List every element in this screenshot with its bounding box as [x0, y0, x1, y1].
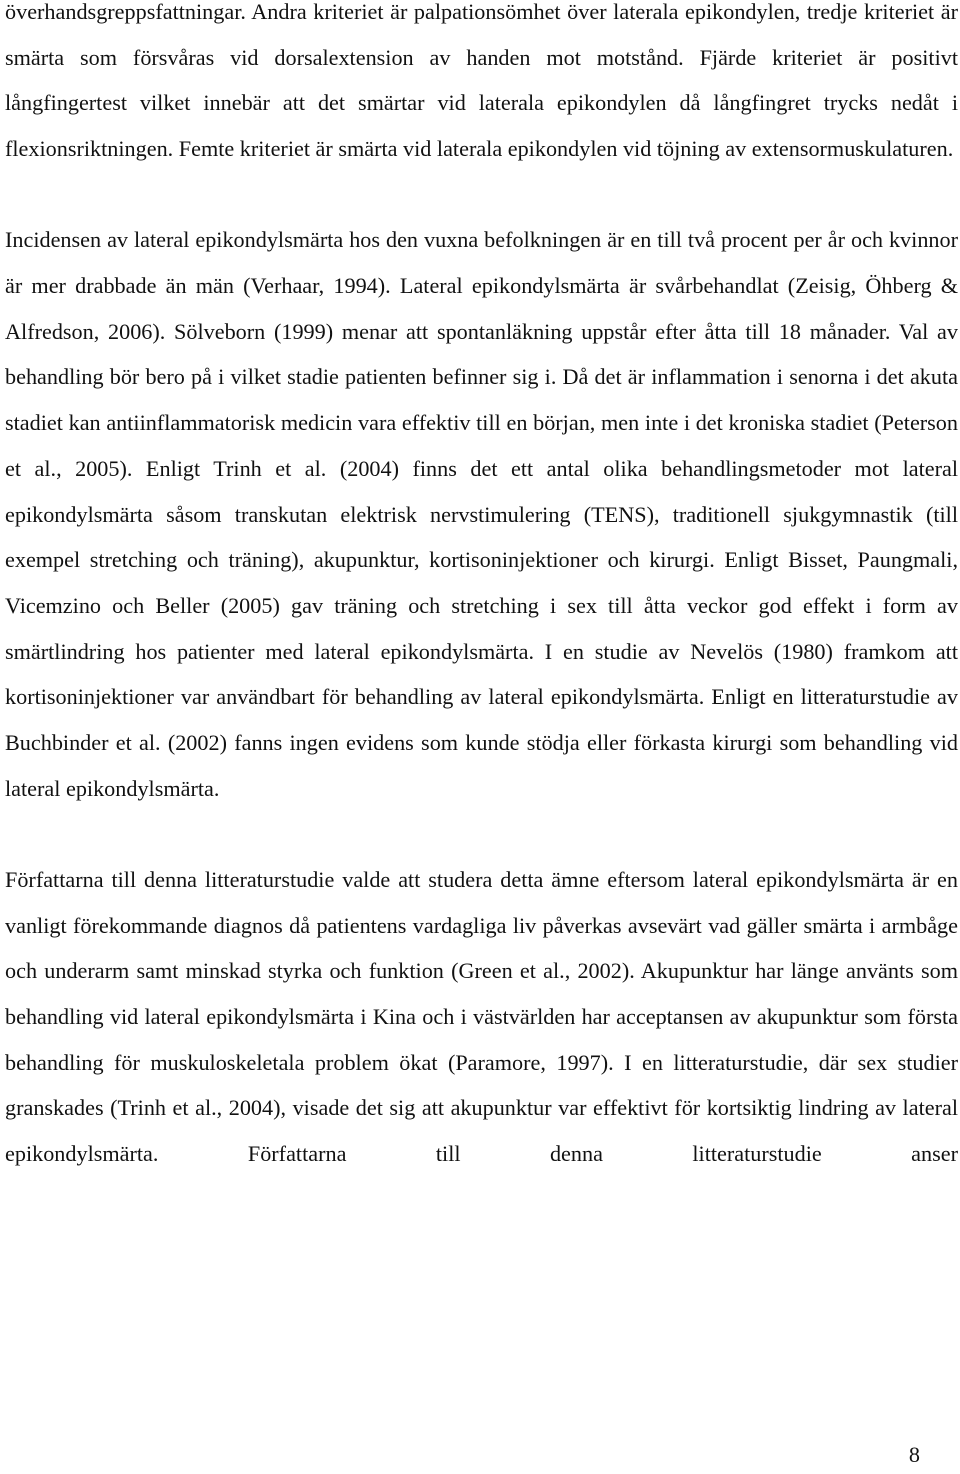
- page-number: 8: [908, 1442, 920, 1467]
- document-page: [5, 0, 958, 1177]
- paragraph-authors: Författarna till denna litteraturstudie valde att studera detta ämne eftersom lateral epikondylsmärta är en vanligt förekommande diagnos då patientens vardagliga liv påverkas avsevärt vad gäller smärta i armbåge och underarm samt minskad styrka och funktion (Green et al., 2002). Akupunktur har länge använts som behandling vid lateral epikondylsmärta i Kina och i västvärlden har acceptansen av akupunktur som första behandling för muskuloskeletala problem ökat (Paramore, 1997). I en litteraturstudie, där sex studier granskades (Trinh et al., 2004), visade det sig att akupunktur var effektivt för kortsiktig lindring av lateral epikondylsmärta. Författarna till denna litteraturstudie anser: [5, 866, 958, 1167]
- paragraph-criteria: överhandsgreppsfattningar. Andra kriteriet är palpationsömhet över laterala epikondylen, tredje kriteriet är smärta som försvåras vid dorsalextension av handen mot motstånd. Fjärde kriteriet är positivt långfingertest vilket innebär att det smärtar vid laterala epikondylen då långfingret trycks nedåt i flexionsriktningen. Femte kriteriet är smärta vid laterala epikondylen vid töjning av extensormuskulaturen.: [5, 0, 958, 162]
- paragraph-incidence: Incidensen av lateral epikondylsmärta hos den vuxna befolkningen är en till två procent per år och kvinnor är mer drabbade än män (Verhaar, 1994). Lateral epikondylsmärta är svårbehandlat (Zeisig, Öhberg & Alfredson, 2006). Sölveborn (1999) menar att spontanläkning uppstår efter åtta till 18 månader. Val av behandling bör bero på i vilket stadie patienten befinner sig i. Då det är inflammation i senorna i det akuta stadiet kan antiinflammatorisk medicin vara effektiv till en början, men inte i det kroniska stadiet (Peterson et al., 2005). Enligt Trinh et al. (2004) finns det ett antal olika behandlingsmetoder mot lateral epikondylsmärta såsom transkutan elektrisk nervstimulering (TENS), traditionell sjukgymnastik (till exempel stretching och träning), akupunktur, kortisoninjektioner och kirurgi. Enligt Bisset, Paungmali, Vicemzino och Beller (2005) gav träning och stretching i sex till åtta veckor god effekt i form av smärtlindring hos patienter med lateral epikondylsmärta. I en studie av Nevelös (1980) framkom att kortisoninjektioner var användbart för behandling av lateral epikondylsmärta. Enligt en litteraturstudie av Buchbinder et al. (2002) fanns ingen evidens som kunde stödja eller förkasta kirurgi som behandling vid lateral epikondylsmärta.: [5, 227, 958, 801]
